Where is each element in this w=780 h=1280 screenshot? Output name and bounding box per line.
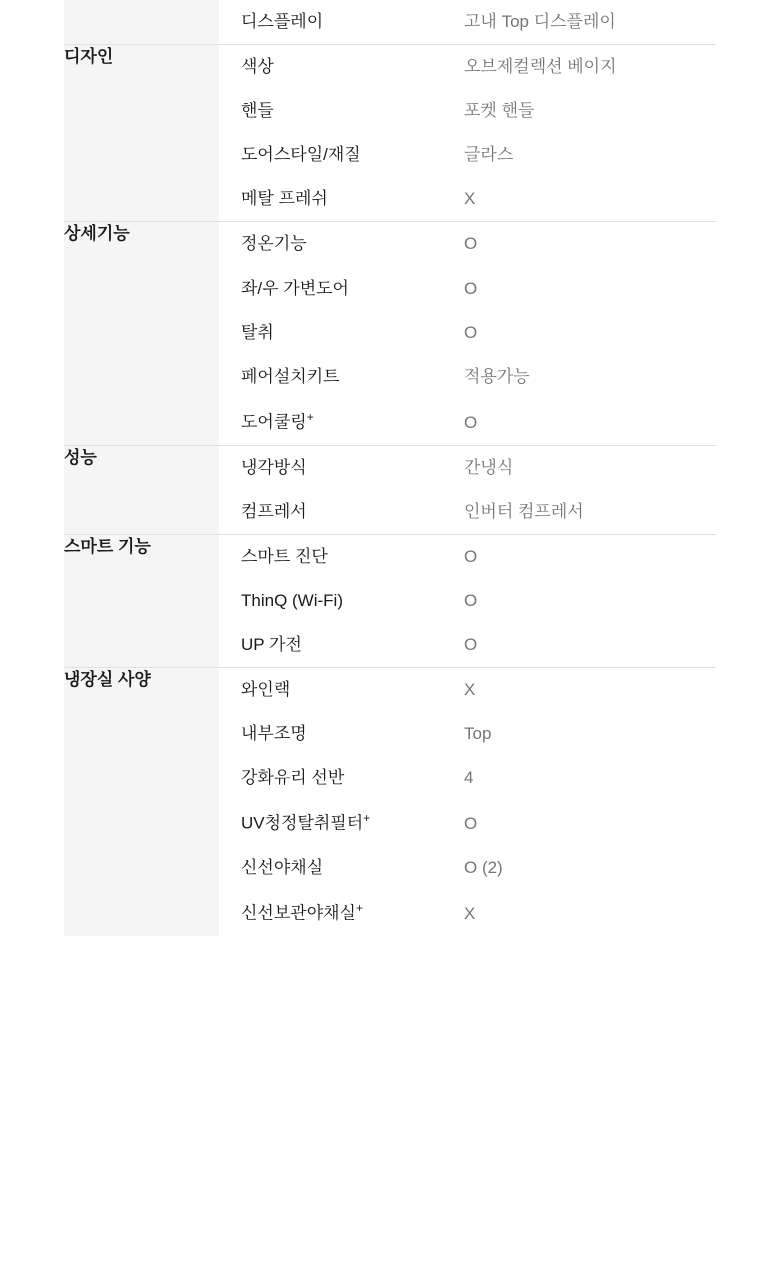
spec-value: O	[464, 412, 478, 432]
spec-label	[219, 634, 464, 656]
spec-value: O	[464, 546, 478, 566]
spec-label-text: 디스플레이	[241, 12, 324, 31]
spec-label	[219, 501, 464, 523]
spec-row	[219, 846, 716, 890]
spec-label-superscript: +	[363, 811, 371, 826]
spec-label-text: ThinQ (Wi-Fi)	[241, 590, 343, 610]
spec-label	[219, 546, 464, 568]
spec-label-text: 메탈 프레쉬	[241, 189, 328, 209]
spec-group-row	[64, 534, 716, 667]
spec-label	[219, 188, 464, 210]
spec-rows-cell	[219, 222, 716, 445]
spec-value: 인버터 컴프레서	[464, 501, 584, 521]
spec-category-cell: 냉장실 사양	[64, 668, 219, 936]
spec-label	[219, 410, 464, 434]
spec-group-row	[64, 668, 716, 936]
spec-value: 간냉식	[464, 457, 514, 477]
spec-label-text: 와인랙	[241, 680, 291, 700]
spec-value: 포켓 핸들	[464, 101, 535, 121]
spec-group-row	[64, 222, 716, 445]
spec-label-text: 냉각방식	[241, 457, 307, 477]
spec-value: O	[464, 322, 478, 342]
spec-label	[219, 767, 464, 789]
spec-group-row	[64, 45, 716, 222]
spec-row	[219, 133, 716, 177]
spec-row	[219, 668, 716, 712]
spec-label	[219, 811, 464, 835]
spec-label-text: 핸들	[241, 101, 274, 121]
spec-label	[219, 278, 464, 300]
spec-label	[219, 590, 464, 612]
specification-table-body	[64, 0, 716, 936]
spec-value: 고내 Top 디스플레이	[464, 12, 616, 31]
spec-value: 글라스	[464, 145, 514, 165]
spec-label-text: UP 가전	[241, 634, 302, 654]
spec-row	[219, 267, 716, 311]
spec-value: X	[464, 680, 476, 700]
spec-label-text: 강화유리 선반	[241, 768, 345, 788]
spec-group-row	[64, 445, 716, 534]
spec-row	[219, 490, 716, 534]
spec-rows-cell	[219, 668, 716, 936]
spec-label-text: 신선보관야채실	[241, 903, 356, 923]
spec-value: X	[464, 903, 476, 923]
spec-label	[219, 100, 464, 122]
spec-row	[219, 890, 716, 936]
spec-label-text: UV청정탈취필터	[241, 814, 364, 833]
spec-value: O	[464, 634, 478, 654]
spec-rows-cell	[219, 534, 716, 667]
spec-label-text: 도어쿨링	[241, 412, 307, 432]
spec-row	[219, 0, 716, 44]
spec-label	[219, 11, 464, 33]
spec-row	[219, 355, 716, 399]
spec-row	[219, 712, 716, 756]
spec-value: 4	[464, 768, 474, 788]
spec-label-text: 스마트 진단	[241, 546, 328, 566]
spec-value: X	[464, 189, 476, 209]
spec-label-text: 페어설치키트	[241, 366, 340, 386]
spec-label-text: 정온기능	[241, 234, 307, 254]
spec-value: O	[464, 278, 478, 298]
spec-row	[219, 399, 716, 445]
spec-label	[219, 366, 464, 388]
spec-label-superscript: +	[306, 409, 314, 424]
spec-label-text: 좌/우 가변도어	[241, 278, 349, 298]
spec-label-text: 신선야채실	[241, 858, 324, 878]
spec-label	[219, 144, 464, 166]
spec-label-text: 컴프레서	[241, 501, 307, 521]
spec-value: O	[464, 814, 478, 833]
spec-rows-cell	[219, 0, 716, 45]
spec-rows-cell	[219, 445, 716, 534]
spec-label-text: 도어스타일/재질	[241, 145, 361, 165]
spec-category-cell: 디자인	[64, 45, 219, 222]
spec-value: 적용가능	[464, 366, 530, 386]
spec-row	[219, 535, 716, 579]
spec-value: O	[464, 234, 478, 254]
spec-row	[219, 89, 716, 133]
spec-value: O	[464, 590, 478, 610]
spec-label	[219, 857, 464, 879]
spec-label-superscript: +	[355, 901, 363, 916]
spec-row	[219, 579, 716, 623]
spec-row	[219, 311, 716, 355]
spec-label	[219, 457, 464, 479]
spec-label-text: 내부조명	[241, 724, 307, 744]
spec-label	[219, 679, 464, 701]
spec-row	[219, 800, 716, 846]
spec-label	[219, 723, 464, 745]
spec-row	[219, 623, 716, 667]
spec-label-text: 색상	[241, 57, 274, 77]
specification-table	[64, 0, 716, 936]
spec-category-cell: 상세기능	[64, 222, 219, 445]
spec-label	[219, 901, 464, 925]
spec-label	[219, 56, 464, 78]
spec-row	[219, 177, 716, 221]
spec-value: 오브제컬렉션 베이지	[464, 57, 617, 77]
spec-row	[219, 222, 716, 266]
spec-value: Top	[464, 724, 492, 744]
spec-row	[219, 756, 716, 800]
spec-row	[219, 45, 716, 89]
spec-row	[219, 446, 716, 490]
spec-group-row	[64, 0, 716, 45]
spec-label	[219, 233, 464, 255]
spec-label-text: 탈취	[241, 322, 274, 342]
spec-rows-cell	[219, 45, 716, 222]
spec-category-cell: 스마트 기능	[64, 534, 219, 667]
spec-label	[219, 322, 464, 344]
spec-value: O (2)	[464, 858, 503, 878]
spec-category-cell	[64, 0, 219, 45]
spec-category-cell: 성능	[64, 445, 219, 534]
